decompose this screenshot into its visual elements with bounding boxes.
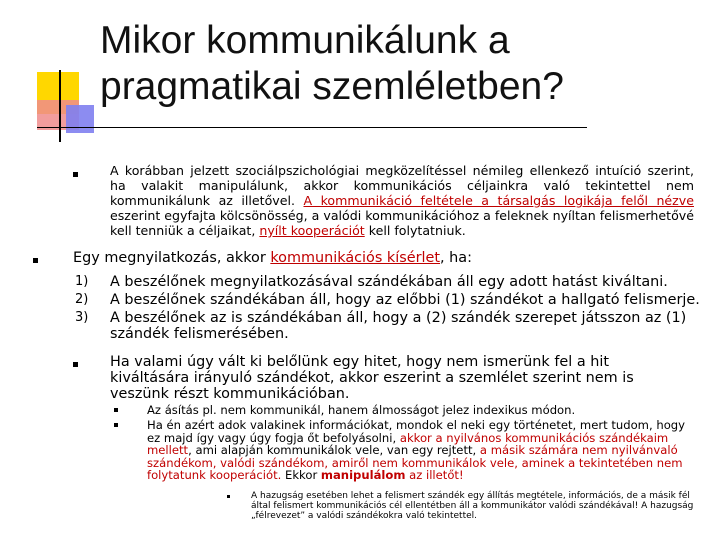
p1-highlight-cooperation: nyílt kooperációt [259,223,365,238]
decor-blue-square [66,105,94,133]
bullet-square-icon [114,408,118,412]
bullet-square-icon [73,172,78,177]
p5-text: Ha én azért adok valakinek információkat, mondok el neki egy történetet, mert tudom, hogy ez majd így vagy úgy fogja őt befolyásolni, [147,418,686,445]
bullet-square-icon [114,423,118,427]
p5-highlight-manipulate: manipulálom [320,468,406,482]
paragraph-intuition [110,163,694,238]
title-underline [37,127,587,128]
p2-highlight-attempt: kommunikációs kísérlet [270,250,441,266]
p5-highlight-hidden: a másik számára nem nyilvánvaló szándékom, valódi szándékom, amiről nem kommunikálok vele, aminek a tekintetében nem folytatunk kooperációt. [147,443,683,482]
p5-highlight-public: akkor a nyilvános kommunikációs szándékaim mellett [147,430,669,457]
paragraph-definition [73,250,693,266]
p1-text-end: kell folytatniuk. [364,223,466,238]
list-item: A beszélőnek az is szándékában áll, hogy a (2) szándék szerepet játsszon az (1) szándék felismerésében. [110,310,687,342]
p2-text: Egy megnyilatkozás, akkor [73,250,271,266]
p5-text-cont: , ami alapján kommunikálok vele, van egy rejtett, [188,443,480,457]
p2-text-end: , ha: [440,250,472,266]
list-item: A beszélőnek szándékában áll, hogy az előbbi (1) szándékot a hallgató felismerje. [110,292,700,308]
decor-vertical-line [59,70,61,142]
paragraph-lie: A hazugság esetében lehet a felismert szándék egy állítás megtétele, információs, de a másik fél által felismert kommunikációs cél ellentétben áll a kommunikátor valódi szándékával! A hazugság „félrevezet” a valódi szándékokra való tekintettel. [251,491,694,521]
bullet-square-icon [227,495,230,498]
paragraph-belief: Ha valami úgy vált ki belőlünk egy hitet, hogy nem ismerünk fel a hit kiváltására irányuló szándékot, akkor eszerint a szemlélet szerint nem is veszünk részt kommunikációban. [110,354,634,402]
paragraph-manipulation [147,419,694,482]
list-number: 2) [75,292,89,307]
list-number: 3) [75,310,89,325]
p5-text-then: Ekkor [281,468,321,482]
bullet-square-icon [33,258,38,263]
p1-text: A korábban jelzett szociálpszichológiai megközelítéssel némileg ellenkező intuíció szerint, ha valakit manipulálunk, akkor kommunikációs céljainkra való tekintettel nem kommunikálunk az illetővel. [110,163,694,208]
bullet-square-icon [73,362,78,367]
paragraph-yawn: Az ásítás pl. nem kommunikál, hanem álmosságot jelez indexikus módon. [147,403,576,417]
p5-highlight-end: az illetőt! [409,468,464,482]
p1-text-cont: eszerint egyfajta kölcsönösség, a valódi kommunikációhoz a feleknek nyíltan felismerhetővé kell tenniük a céljaikat, [110,208,694,238]
slide-title: Mikor kommunikálunk a pragmatikai szemléletben? [100,19,564,108]
list-number: 1) [75,274,89,289]
p1-highlight-condition: A kommunikáció feltétele a társalgás logikája felől nézve [303,193,694,208]
list-item: A beszélőnek megnyilatkozásával szándékában áll egy adott hatást kiváltani. [110,274,668,290]
